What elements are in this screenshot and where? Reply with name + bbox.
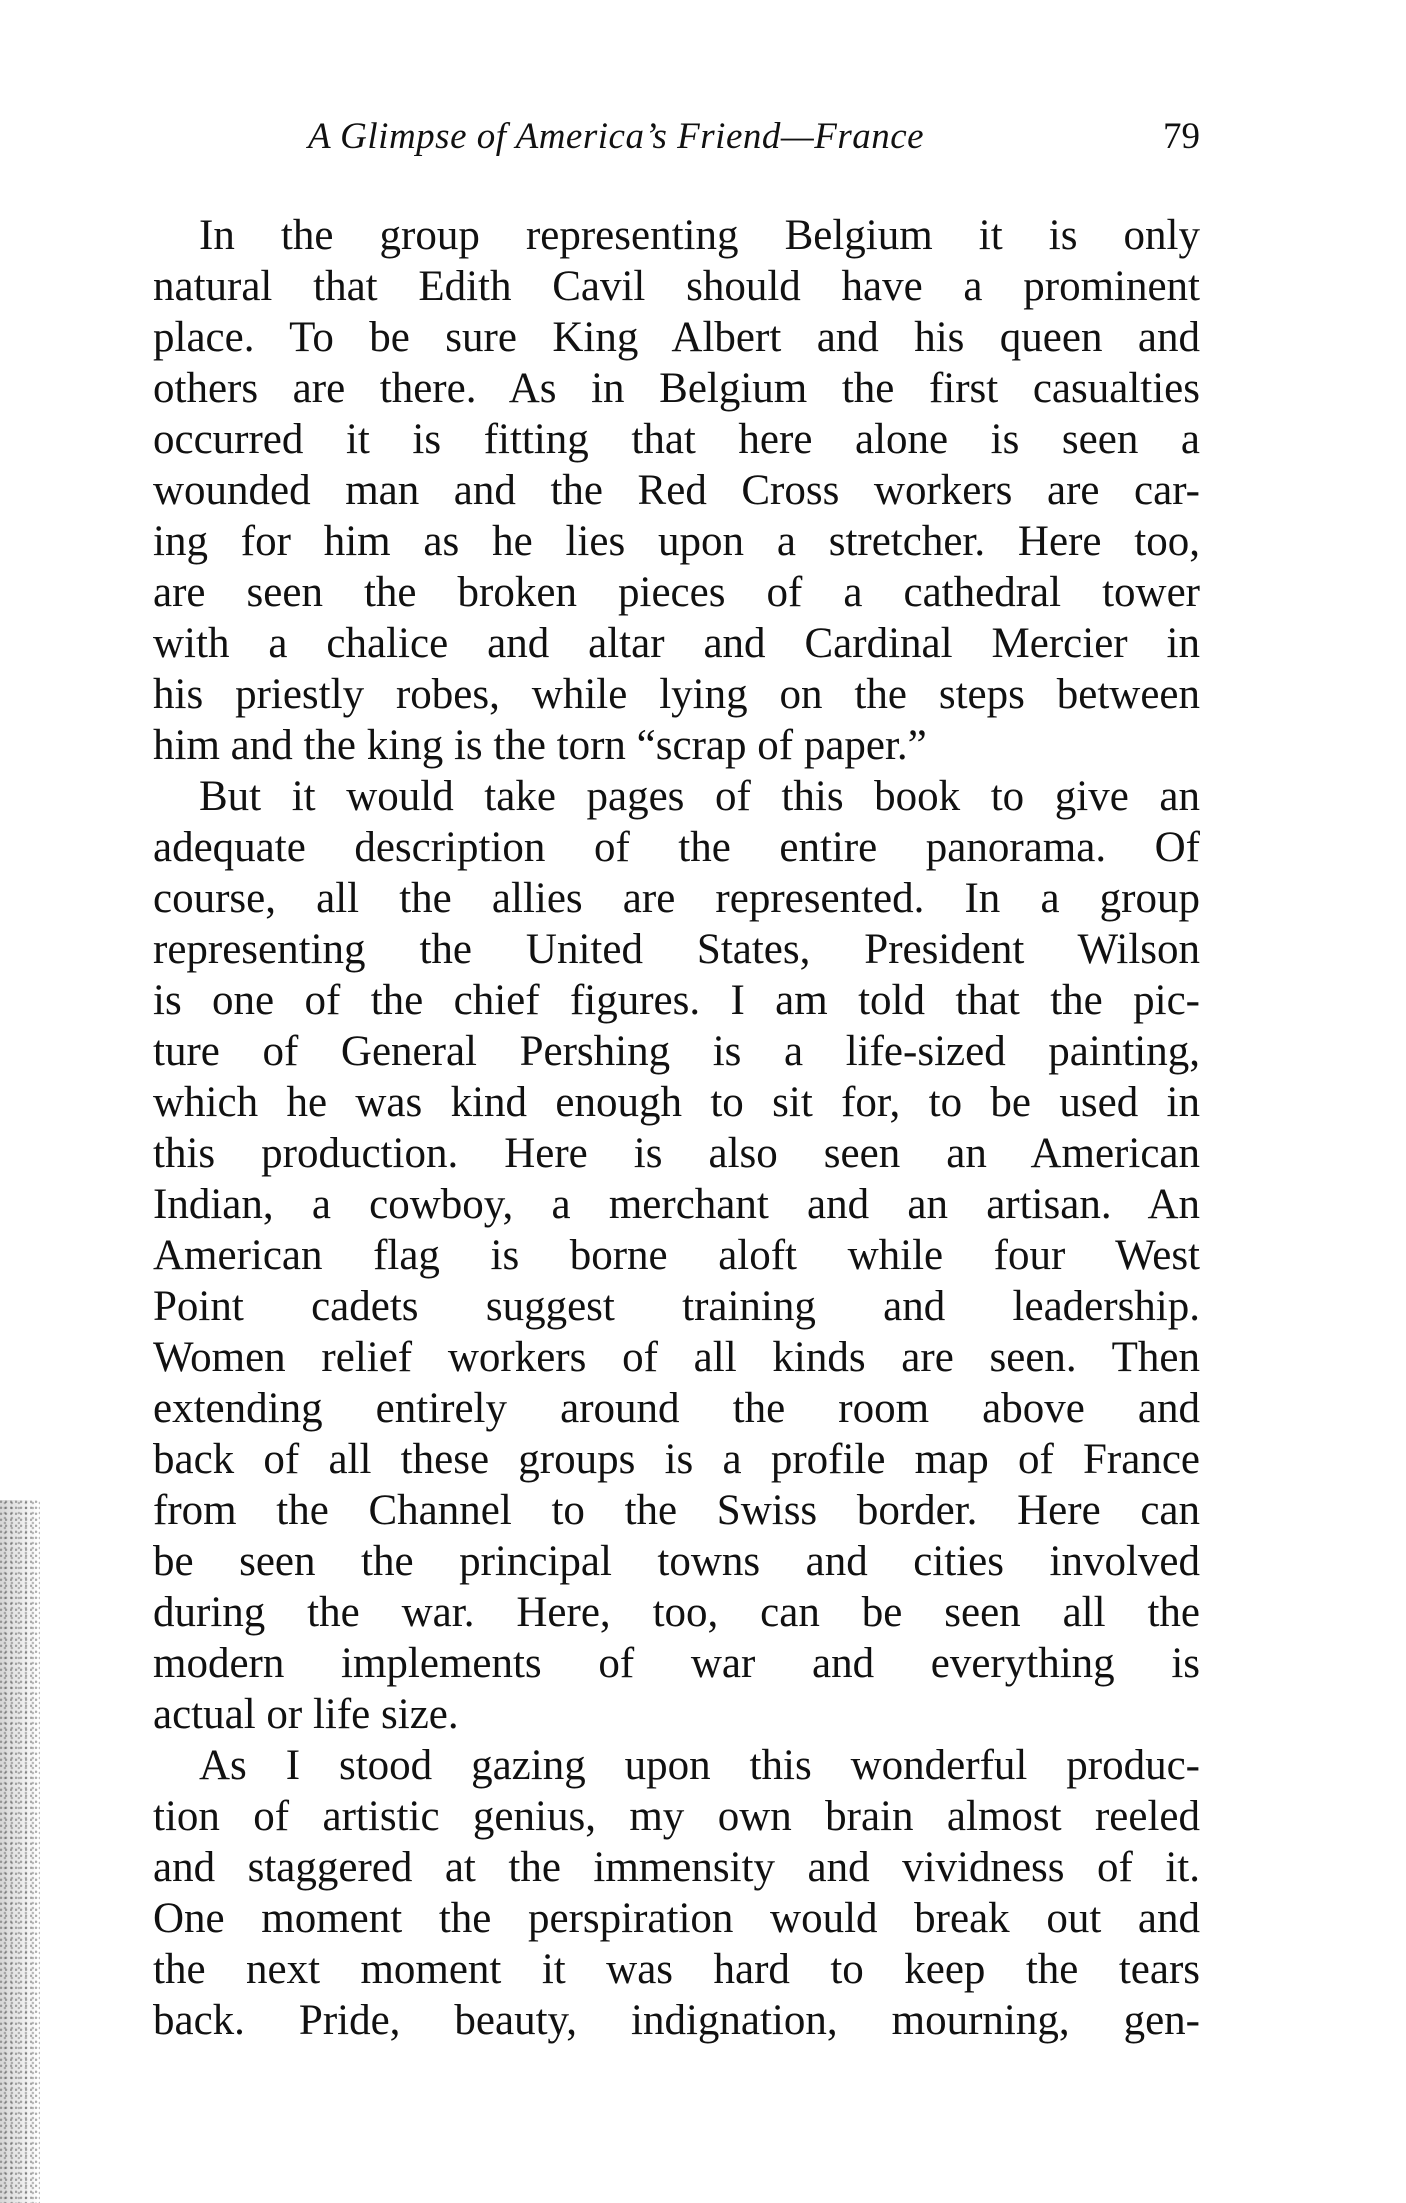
- text-line: Indian, a cowboy, a merchant and an artisan. An: [153, 1181, 1200, 1228]
- text-line: this production. Here is also seen an American: [153, 1130, 1200, 1177]
- text-line: during the war. Here, too, can be seen all the: [153, 1589, 1200, 1636]
- text-line: him and the king is the torn “scrap of paper.”: [153, 722, 927, 769]
- text-line: others are there. As in Belgium the first casualties: [153, 365, 1200, 412]
- text-line: place. To be sure King Albert and his queen and: [153, 314, 1200, 361]
- text-line: adequate description of the entire panorama. Of: [153, 824, 1200, 871]
- text-line: wounded man and the Red Cross workers are car-: [153, 467, 1200, 514]
- running-title: A Glimpse of America’s Friend—France: [308, 116, 925, 157]
- text-line: natural that Edith Cavil should have a prominent: [153, 263, 1200, 310]
- text-line: are seen the broken pieces of a cathedral tower: [153, 569, 1200, 616]
- text-line: One moment the perspiration would break out and: [153, 1895, 1200, 1942]
- text-line: But it would take pages of this book to give an: [199, 773, 1200, 820]
- text-line: which he was kind enough to sit for, to be used in: [153, 1079, 1200, 1126]
- text-line: tion of artistic genius, my own brain almost reeled: [153, 1793, 1200, 1840]
- text-line: Point cadets suggest training and leadership.: [153, 1283, 1200, 1330]
- text-line: Women relief workers of all kinds are seen. Then: [153, 1334, 1200, 1381]
- text-line: from the Channel to the Swiss border. Here can: [153, 1487, 1200, 1534]
- text-line: his priestly robes, while lying on the steps between: [153, 671, 1200, 718]
- paragraph-1: [153, 210, 1200, 771]
- text-line: and staggered at the immensity and vividness of it.: [153, 1844, 1200, 1891]
- text-line: ture of General Pershing is a life-sized painting,: [153, 1028, 1200, 1075]
- text-line: As I stood gazing upon this wonderful produc-: [199, 1742, 1200, 1789]
- scan-edge-noise: [0, 1500, 40, 2203]
- paragraph-3: [153, 1740, 1200, 2046]
- text-line: with a chalice and altar and Cardinal Mercier in: [153, 620, 1200, 667]
- text-line: the next moment it was hard to keep the tears: [153, 1946, 1200, 1993]
- running-head: [308, 112, 1200, 162]
- text-line: actual or life size.: [153, 1691, 459, 1738]
- text-line: In the group representing Belgium it is only: [199, 212, 1200, 259]
- text-line: occurred it is fitting that here alone is seen a: [153, 416, 1200, 463]
- text-line: back of all these groups is a profile map of France: [153, 1436, 1200, 1483]
- text-line: be seen the principal towns and cities involved: [153, 1538, 1200, 1585]
- text-line: course, all the allies are represented. In a group: [153, 875, 1200, 922]
- page-number: 79: [1163, 116, 1200, 157]
- text-line: back. Pride, beauty, indignation, mourning, gen-: [153, 1997, 1200, 2044]
- body-text: [153, 210, 1200, 2046]
- text-line: is one of the chief figures. I am told that the pic-: [153, 977, 1200, 1024]
- text-line: modern implements of war and everything is: [153, 1640, 1200, 1687]
- paragraph-2: [153, 771, 1200, 1740]
- text-line: representing the United States, President Wilson: [153, 926, 1200, 973]
- text-line: ing for him as he lies upon a stretcher. Here too,: [153, 518, 1200, 565]
- text-line: American flag is borne aloft while four West: [153, 1232, 1200, 1279]
- text-line: extending entirely around the room above and: [153, 1385, 1200, 1432]
